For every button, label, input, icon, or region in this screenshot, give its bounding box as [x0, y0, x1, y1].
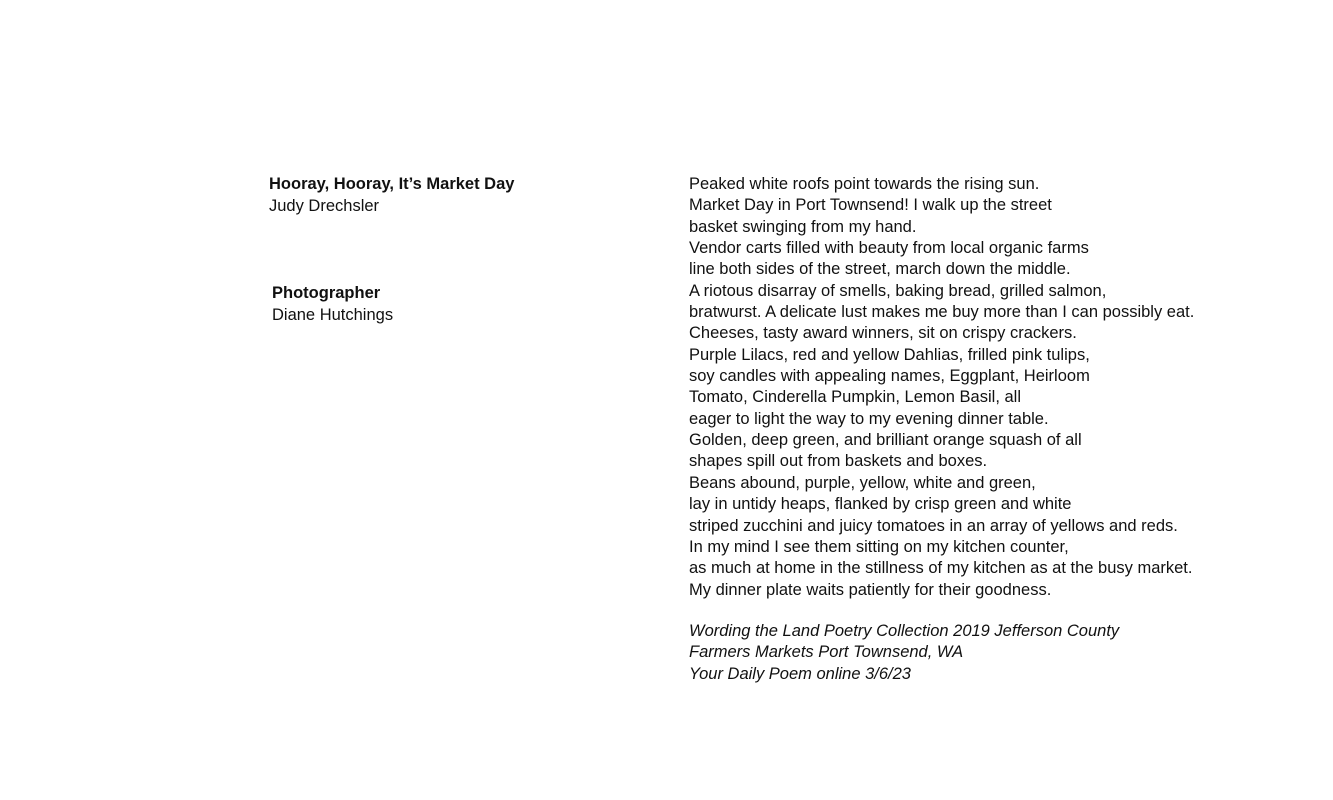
credit-line: Farmers Markets Port Townsend, WA	[689, 643, 964, 662]
poem-line: as much at home in the stillness of my kitchen as at the busy market.	[689, 559, 1193, 578]
poem-title: Hooray, Hooray, It’s Market Day	[269, 175, 515, 193]
source-credits	[689, 621, 1309, 685]
credit-line: Wording the Land Poetry Collection 2019 Jefferson County	[689, 622, 1120, 640]
poem-line: Market Day in Port Townsend! I walk up the street	[689, 196, 1052, 215]
photographer-name: Diane Hutchings	[272, 305, 394, 324]
poem-line: Purple Lilacs, red and yellow Dahlias, frilled pink tulips,	[689, 345, 1090, 364]
poem-line: eager to light the way to my evening dinner table.	[689, 409, 1049, 428]
poem-line: Cheeses, tasty award winners, sit on crispy crackers.	[689, 324, 1077, 343]
poem-line: A riotous disarray of smells, baking bread, grilled salmon,	[689, 281, 1107, 300]
poem-line: basket swinging from my hand.	[689, 217, 917, 236]
credit-line: Your Daily Poem online 3/6/23	[689, 664, 911, 683]
poem-line: Tomato, Cinderella Pumpkin, Lemon Basil, all	[689, 388, 1021, 407]
title-block	[269, 174, 649, 217]
photographer-block	[272, 283, 652, 326]
poem-line: striped zucchini and juicy tomatoes in an array of yellows and reds.	[689, 516, 1178, 535]
poem-line: Beans abound, purple, yellow, white and green,	[689, 473, 1036, 492]
poem-line: bratwurst. A delicate lust makes me buy more than I can possibly eat.	[689, 303, 1195, 322]
poem-line: shapes spill out from baskets and boxes.	[689, 452, 988, 471]
poem-line: soy candles with appealing names, Eggplant, Heirloom	[689, 367, 1090, 386]
poem-line: Golden, deep green, and brilliant orange squash of all	[689, 431, 1082, 450]
poem-line: Peaked white roofs point towards the rising sun.	[689, 175, 1040, 193]
poem-body	[689, 174, 1309, 601]
author-name: Judy Drechsler	[269, 196, 380, 215]
poem-line: My dinner plate waits patiently for their goodness.	[689, 580, 1052, 599]
photographer-label: Photographer	[272, 284, 381, 302]
poem-line: Vendor carts filled with beauty from local organic farms	[689, 239, 1089, 258]
poem-line: lay in untidy heaps, flanked by crisp green and white	[689, 495, 1072, 514]
poem-line: line both sides of the street, march down the middle.	[689, 260, 1071, 279]
poem-line: In my mind I see them sitting on my kitchen counter,	[689, 537, 1069, 556]
